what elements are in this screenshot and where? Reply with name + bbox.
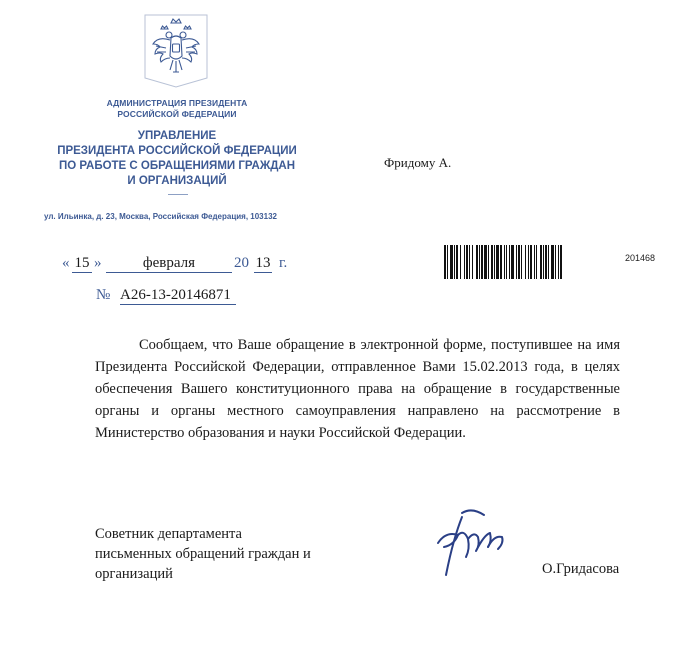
barcode-bar	[447, 245, 448, 279]
barcode-bar	[518, 245, 520, 279]
barcode-bar	[516, 245, 517, 279]
barcode-bar	[506, 245, 507, 279]
dept-title-line-2: ПРЕЗИДЕНТА РОССИЙСКОЙ ФЕДЕРАЦИИ	[57, 145, 297, 157]
barcode-bar	[481, 245, 483, 279]
body-text	[95, 334, 620, 444]
barcode-bar	[476, 245, 478, 279]
barcode-bar	[488, 245, 489, 279]
admin-title-line-2: РОССИЙСКОЙ ФЕДЕРАЦИИ	[117, 109, 237, 119]
russian-coat-of-arms-icon	[144, 14, 208, 88]
barcode-bar	[494, 245, 495, 279]
admin-title-line-1: АДМИНИСТРАЦИЯ ПРЕЗИДЕНТА	[106, 98, 248, 108]
signer-position-line-2: письменных обращений граждан и	[95, 546, 311, 562]
barcode-bar	[460, 245, 461, 279]
barcode-bar	[456, 245, 458, 279]
reference-number: А26-13-20146871	[120, 287, 236, 305]
signer-position-line-1: Советник департамента	[95, 526, 242, 542]
barcode-bar	[479, 245, 480, 279]
date-month: февраля	[106, 255, 232, 273]
barcode-bar	[551, 245, 554, 279]
signature-icon	[432, 505, 512, 577]
barcode-bar	[536, 245, 537, 279]
barcode-bar	[534, 245, 535, 279]
handwritten-signature	[432, 505, 512, 577]
barcode-bar	[504, 245, 505, 279]
barcode-bar	[500, 245, 502, 279]
dept-title-line-4: И ОРГАНИЗАЦИЙ	[127, 175, 227, 187]
date-year-suffix: 13	[255, 255, 271, 271]
barcode	[444, 245, 614, 279]
reference-label: №	[96, 287, 111, 303]
barcode-bar	[545, 245, 547, 279]
barcode-bar	[484, 245, 487, 279]
barcode-number: 201468	[625, 253, 656, 263]
barcode-bar	[496, 245, 499, 279]
signer-position	[95, 524, 311, 584]
barcode-bar	[540, 245, 542, 279]
barcode-bar	[521, 245, 522, 279]
body-paragraph: Сообщаем, что Ваше обращение в электронной форме, поступившее на имя Президента Российской Федерации, отправленное Вами 15.02.2013 года, в целях обеспечения Вашего конституционного права на обращение в государственные органы и органы местного самоуправления направлено на рассмотрение в Министерство образования и науки Российской Федерации.	[95, 337, 620, 441]
barcode-bar	[528, 245, 529, 279]
barcode-bar	[555, 245, 556, 279]
barcode-bar	[444, 245, 446, 279]
barcode-bar	[511, 245, 514, 279]
barcode-bar	[469, 245, 470, 279]
barcode-bar	[558, 245, 559, 279]
barcode-bar	[543, 245, 544, 279]
recipient: Фридому А.	[384, 155, 452, 170]
barcode-bar	[560, 245, 562, 279]
date-open-quote: «	[62, 255, 70, 271]
dept-title-line-1: УПРАВЛЕНИЕ	[137, 130, 217, 142]
date-year-label: г.	[279, 255, 288, 271]
barcode-bar	[450, 245, 453, 279]
barcode-bar	[491, 245, 493, 279]
header-divider	[168, 194, 188, 195]
address: ул. Ильинка, д. 23, Москва, Российская Федерация, 103132	[44, 212, 277, 221]
dept-title-line-3: ПО РАБОТЕ С ОБРАЩЕНИЯМИ ГРАЖДАН	[58, 160, 296, 172]
date-year-prefix: 20	[234, 255, 249, 271]
date-day: 15	[72, 255, 92, 273]
barcode-bar	[454, 245, 455, 279]
date-close-quote: »	[94, 255, 102, 271]
barcode-bar	[464, 245, 465, 279]
barcode-bar	[530, 245, 532, 279]
barcode-icon	[444, 245, 614, 279]
barcode-bar	[466, 245, 468, 279]
coat-of-arms-emblem	[144, 14, 208, 88]
barcode-bar	[472, 245, 473, 279]
barcode-bar	[548, 245, 549, 279]
barcode-bar	[525, 245, 526, 279]
signer-position-line-3: организаций	[95, 566, 173, 582]
signer-name: О.Гридасова	[542, 561, 620, 577]
barcode-bar	[509, 245, 510, 279]
